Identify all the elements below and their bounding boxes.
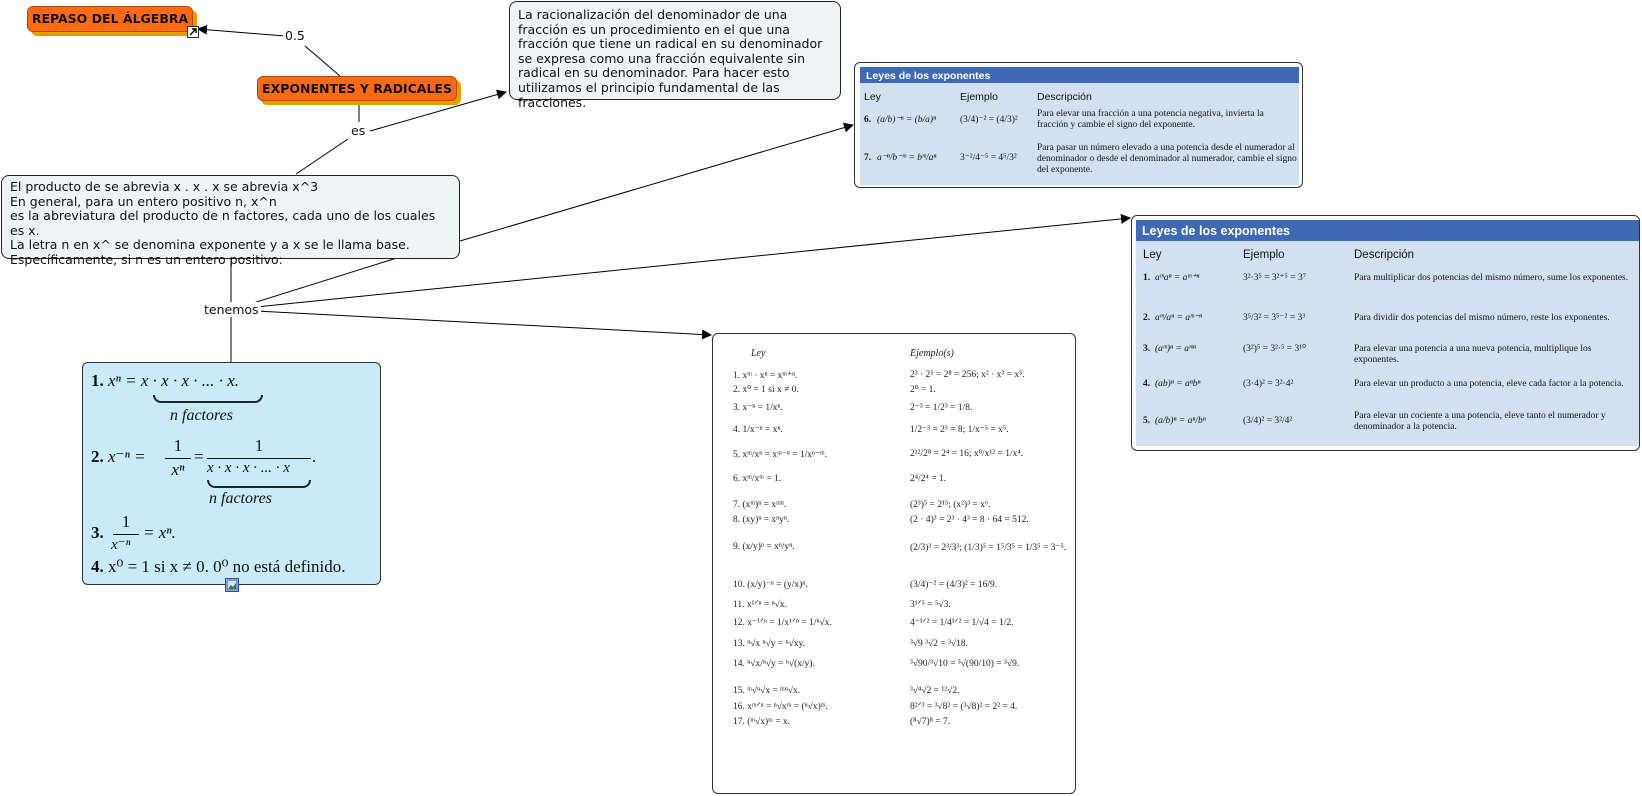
table-row-7-ley: 7. (xᵐ)ⁿ = xᵐⁿ. bbox=[733, 500, 787, 510]
table-row-8-ejemplo: (2 · 4)³ = 2³ · 4³ = 8 · 64 = 512. bbox=[910, 515, 1029, 525]
node-exponentes-label: EXPONENTES Y RADICALES bbox=[262, 81, 452, 96]
table-row-17-ley: 17. (ᵐ√x)ᵐ = x. bbox=[733, 717, 791, 727]
laws-small-row-1-num: 6. bbox=[864, 115, 872, 125]
link-label-es: es bbox=[351, 123, 366, 138]
link-producto-laws-small bbox=[460, 125, 853, 241]
laws-large-row-4-ejemplo: (3·4)² = 3²·4² bbox=[1243, 379, 1294, 389]
formula-2-mid-bar bbox=[165, 458, 191, 459]
laws-large-row-5-desc: Para elevar un cociente a una potencia, eleve tanto el numerador y denominador a la potencia. bbox=[1354, 411, 1606, 432]
table-row-1-ejemplo: 2³ · 2⁵ = 2⁸ = 256; x² · x³ = x⁵. bbox=[910, 370, 1025, 380]
laws-large-row-5-ejemplo: (3/4)² = 3²/4² bbox=[1243, 416, 1293, 426]
table-row-15-ley: 15. ᵐ√ⁿ√x = ᵐⁿ√x. bbox=[733, 686, 801, 696]
producto-line-3: es la abreviatura del producto de n factores, cada uno de los cuales es x. bbox=[10, 208, 436, 238]
laws-large-row-2-desc: Para dividir dos potencias del mismo número, reste los exponentes. bbox=[1354, 313, 1610, 323]
link-weight-label: 0.5 bbox=[285, 28, 305, 43]
laws-large-row-3-ejemplo: (3²)⁵ = 3²·⁵ = 3¹⁰ bbox=[1243, 344, 1306, 354]
node-repaso-del-algebra[interactable] bbox=[27, 6, 193, 32]
table-row-4-ejemplo: 1/2⁻³ = 2³ = 8; 1/x⁻⁵ = x⁵. bbox=[910, 425, 1009, 435]
laws-large-row-4-ley: (ab)ⁿ = aⁿbⁿ bbox=[1155, 379, 1201, 389]
laws-small-title: Leyes de los exponentes bbox=[860, 67, 1299, 85]
table-row-15-ejemplo: ³√⁴√2 = ¹²√2. bbox=[910, 686, 960, 696]
table-row-6-ejemplo: 2⁴/2⁴ = 1. bbox=[910, 474, 946, 484]
table-row-9-ley: 9. (x/y)ⁿ = xⁿ/yⁿ. bbox=[733, 542, 795, 552]
node-formulas-image[interactable] bbox=[82, 362, 381, 585]
laws-small-col-desc: Descripción bbox=[1037, 91, 1092, 103]
laws-large-row-3-desc: Para elevar una potencia a una nueva potencia, multiplique los exponentes. bbox=[1354, 344, 1592, 365]
laws-large-title: Leyes de los exponentes bbox=[1136, 220, 1640, 242]
table-row-13-ley: 13. ⁿ√x ⁿ√y = ⁿ√xy. bbox=[733, 639, 806, 649]
table-row-14-ley: 14. ⁿ√x/ⁿ√y = ⁿ√(x/y). bbox=[733, 659, 815, 669]
formula-2-brace bbox=[207, 480, 311, 488]
laws-large-row-1-ejemplo: 3²·3⁵ = 3²⁺⁵ = 3⁷ bbox=[1243, 273, 1307, 283]
laws-small-row-1-ley: (a/b)⁻ⁿ = (b/a)ⁿ bbox=[877, 115, 937, 125]
formula-2-under: n factores bbox=[209, 490, 272, 507]
table-row-8-ley: 8. (xy)ⁿ = xⁿyⁿ. bbox=[733, 515, 790, 525]
table-row-12-ley: 12. x⁻¹ᐟⁿ = 1/x¹ᐟⁿ = 1/ⁿ√x. bbox=[733, 618, 832, 628]
node-laws-large-image[interactable] bbox=[1131, 215, 1640, 451]
laws-large-col-desc: Descripción bbox=[1354, 249, 1415, 261]
table-row-13-ejemplo: ³√9 ³√2 = ³√18. bbox=[910, 639, 969, 649]
formula-1-under: n factores bbox=[170, 407, 233, 424]
formula-2-lhs: x⁻ⁿ = bbox=[108, 447, 146, 466]
laws-large-row-2-ejemplo: 3⁵/3² = 3⁵⁻² = 3³ bbox=[1243, 313, 1306, 323]
table-row-16-ejemplo: 8²ᐟ³ = ³√8² = (³√8)² = 2² = 4. bbox=[910, 702, 1018, 712]
table-row-12-ejemplo: 4⁻¹ᐟ² = 1/4¹ᐟ² = 1/√4 = 1/2. bbox=[910, 618, 1014, 628]
formula-2-rhs-den: x · x · x · ... · x bbox=[207, 460, 290, 476]
producto-line-4: La letra n en x^ se denomina exponente y a x se le llama base. bbox=[10, 237, 410, 253]
producto-line-2: En general, para un entero positivo n, x^n bbox=[10, 193, 277, 209]
laws-small-row-2-desc: Para pasar un número elevado a una potencia desde el numerador al denominador o desde el denominador al numerador, cambie el signo del exponente. bbox=[1037, 143, 1297, 175]
laws-large-row-5-ley: (a/b)ⁿ = aⁿ/bⁿ bbox=[1155, 416, 1206, 426]
laws-large-row-2-num: 2. bbox=[1143, 313, 1151, 323]
table-row-10-ley: 10. (x/y)⁻ⁿ = (y/x)ⁿ. bbox=[733, 580, 808, 590]
table-row-5-ejemplo: 2¹²/2⁸ = 2⁴ = 16; x⁸/x¹² = 1/x⁴. bbox=[910, 449, 1024, 459]
formula-1-number: 1. bbox=[91, 371, 104, 390]
table-row-3-ley: 3. x⁻ⁿ = 1/xⁿ. bbox=[733, 403, 783, 413]
table-row-10-ejemplo: (3/4)⁻² = (4/3)² = 16/9. bbox=[910, 580, 998, 590]
link-weight-repaso bbox=[198, 29, 285, 36]
node-exponentes-y-radicales[interactable] bbox=[257, 76, 457, 101]
table-col-ejemplos: Ejemplo(s) bbox=[910, 348, 954, 359]
link-shortcut-icon[interactable] bbox=[187, 26, 199, 38]
producto-line-1: El producto de se abrevia x . x . x se abrevia x^3 bbox=[10, 179, 319, 194]
node-laws-table-image[interactable] bbox=[712, 333, 1076, 794]
laws-small-row-1-desc: Para elevar una fracción a una potencia negativa, invierta la fracción y cambie el signo del exponente. bbox=[1037, 109, 1264, 130]
laws-small-col-ley: Ley bbox=[864, 91, 881, 103]
link-tenemos-table bbox=[256, 311, 711, 335]
table-col-ley: Ley bbox=[751, 348, 766, 359]
laws-large-row-1-desc: Para multiplicar dos potencias del mismo número, sume los exponentes. bbox=[1354, 273, 1629, 283]
formula-2-period: . bbox=[312, 447, 317, 466]
laws-small-row-2-ley: a⁻ⁿ/b⁻ᵐ = bᵐ/aⁿ bbox=[877, 153, 937, 163]
formula-2-rhs-num: 1 bbox=[254, 436, 264, 455]
formula-3-frac-den: x⁻ⁿ bbox=[111, 537, 131, 553]
table-row-2-ejemplo: 2⁰ = 1. bbox=[910, 385, 936, 395]
node-laws-small-image[interactable] bbox=[854, 62, 1303, 188]
laws-large-row-1-num: 1. bbox=[1143, 273, 1151, 283]
node-producto[interactable] bbox=[1, 175, 460, 267]
laws-small-row-1-ejemplo: (3/4)⁻² = (4/3)² bbox=[960, 115, 1018, 125]
node-racionalizacion[interactable] bbox=[509, 1, 841, 110]
formula-4-number: 4. bbox=[91, 557, 104, 576]
formula-2-eq: = bbox=[194, 447, 204, 466]
table-row-6-ley: 6. xᵐ/xᵐ = 1. bbox=[733, 474, 782, 484]
table-row-9-ejemplo: (2/3)³ = 2³/3³; (1/3)⁵ = 1⁵/3⁵ = 1/3⁵ = 3⁻⁵. bbox=[910, 543, 1067, 553]
image-icon[interactable] bbox=[225, 578, 239, 592]
table-row-3-ejemplo: 2⁻³ = 1/2³ = 1/8. bbox=[910, 403, 973, 413]
table-row-2-ley: 2. x⁰ = 1 si x ≠ 0. bbox=[733, 385, 799, 395]
table-row-11-ley: 11. x¹ᐟⁿ = ⁿ√x. bbox=[733, 600, 787, 610]
laws-large-row-5-num: 5. bbox=[1143, 416, 1151, 426]
table-row-17-ejemplo: (⁸√7)⁸ = 7. bbox=[910, 717, 951, 727]
producto-line-5: Específicamente, si n es un entero positivo: bbox=[10, 251, 283, 267]
table-row-7-ejemplo: (2³)⁵ = 2¹⁵; (x²)³ = x⁶. bbox=[910, 500, 991, 510]
laws-large-row-4-num: 4. bbox=[1143, 379, 1151, 389]
laws-large-row-3-ley: (aᵐ)ⁿ = aᵐⁿ bbox=[1155, 344, 1196, 354]
formula-2-mid-den: xⁿ bbox=[171, 460, 185, 479]
laws-small-col-ejemplo: Ejemplo bbox=[960, 91, 998, 103]
table-row-11-ejemplo: 3¹ᐟ⁵ = ⁵√3. bbox=[910, 600, 951, 610]
link-exponentes-weight bbox=[305, 46, 340, 76]
formula-3-frac-num: 1 bbox=[121, 512, 131, 531]
table-row-4-ley: 4. 1/x⁻ⁿ = xⁿ. bbox=[733, 425, 783, 435]
laws-large-row-1-ley: aᵐaⁿ = aᵐ⁺ⁿ bbox=[1155, 273, 1200, 283]
formula-3-rhs: = xⁿ. bbox=[143, 523, 176, 542]
formula-2-number: 2. bbox=[91, 447, 104, 466]
table-row-14-ejemplo: ³√90/³√10 = ³√(90/10) = ³√9. bbox=[910, 659, 1020, 669]
laws-large-col-ley: Ley bbox=[1143, 249, 1162, 261]
node-repaso-label: REPASO DEL ÁLGEBRA bbox=[31, 11, 189, 26]
laws-large-row-2-ley: aᵐ/aⁿ = aᵐ⁻ⁿ bbox=[1155, 313, 1202, 323]
formula-2-rhs-bar bbox=[207, 458, 311, 459]
formula-1-rhs: x · x · x · ... · x. bbox=[140, 371, 240, 390]
table-row-1-ley: 1. xᵐ · xⁿ = xᵐ⁺ⁿ. bbox=[733, 371, 798, 381]
formula-1-lhs: xⁿ = bbox=[108, 371, 137, 390]
laws-small-row-2-ejemplo: 3⁻²/4⁻⁵ = 4⁵/3² bbox=[960, 153, 1017, 163]
laws-large-row-4-desc: Para elevar un producto a una potencia, eleve cada factor a la potencia. bbox=[1354, 379, 1624, 389]
formula-3-number: 3. bbox=[91, 523, 104, 542]
table-row-16-ley: 16. xᵐᐟⁿ = ⁿ√xᵐ = (ⁿ√x)ᵐ. bbox=[733, 702, 828, 712]
link-label-tenemos: tenemos bbox=[204, 302, 259, 317]
node-racionalizacion-text: La racionalización del denominador de una fracción es un procedimiento en el que una fracción que tiene un radical en su denominador se expresa como una fracción equivalente sin radical en su denominador. Para hacer esto utilizamos el principio fundamental de las fracciones. bbox=[518, 7, 823, 110]
laws-large-col-ejemplo: Ejemplo bbox=[1243, 249, 1285, 261]
formula-4-text: x⁰ = 1 si x ≠ 0. 0⁰ no está definido. bbox=[108, 557, 346, 576]
formula-1-brace bbox=[153, 395, 263, 403]
laws-small-row-2-num: 7. bbox=[864, 153, 872, 163]
formula-2-mid-num: 1 bbox=[173, 436, 183, 455]
table-row-5-ley: 5. xᵐ/xⁿ = xᵐ⁻ⁿ = 1/xⁿ⁻ᵐ. bbox=[733, 450, 828, 460]
link-es-producto bbox=[296, 139, 348, 174]
laws-large-row-3-num: 3. bbox=[1143, 344, 1151, 354]
